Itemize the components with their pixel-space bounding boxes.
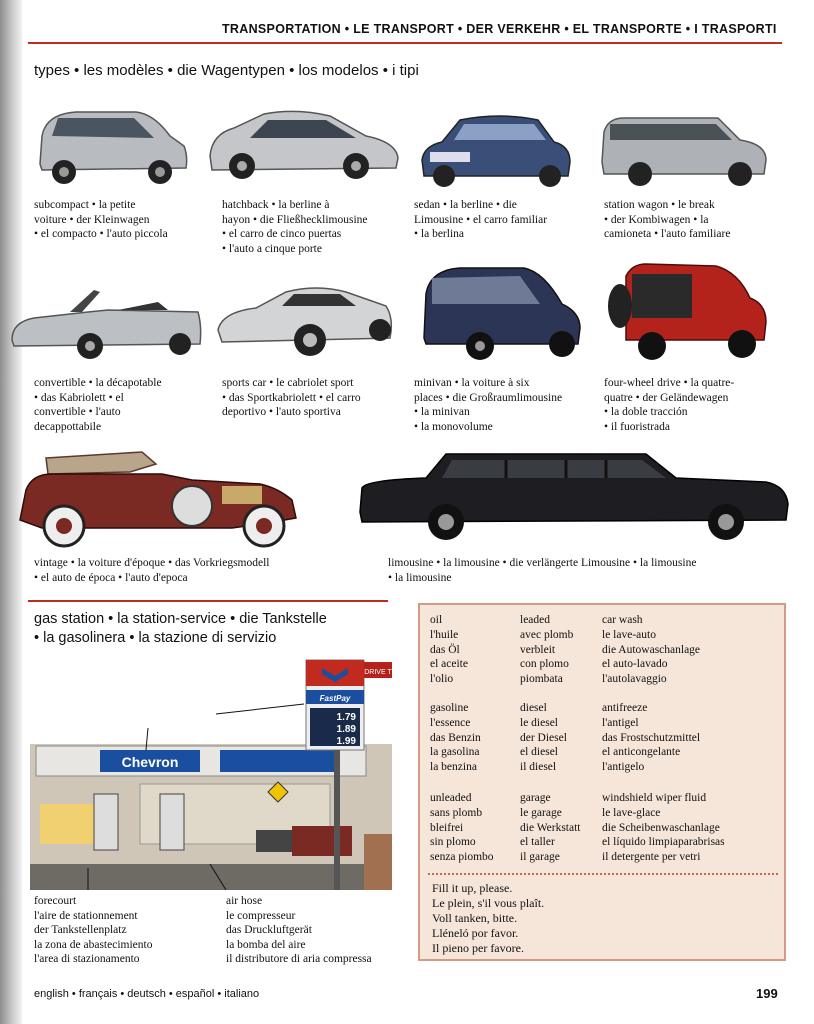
caption-minivan: minivan • la voiture à six places • die Großraumlimousine • la minivan • la monovolume <box>414 377 563 433</box>
station-wagon-illustration <box>600 110 770 188</box>
drive-thru-sign: DRIVE T <box>364 669 392 676</box>
page-header: TRANSPORTATION • LE TRANSPORT • DER VERKEHR • EL TRANSPORTE • I TRASPORTI <box>222 22 777 36</box>
caption-vintage: vintage • la voiture d'époque • das Vorkriegsmodell • el auto de época • l'auto d'epoca <box>34 557 270 584</box>
minivan-illustration <box>420 264 584 364</box>
price-value: 1.99 <box>336 736 356 747</box>
caption-convertible: convertible • la décapotable • das Kabriolett • el convertible • l'auto decappottabile <box>34 377 162 433</box>
vocab-garage: garage le garage die Werkstatt el taller il garage <box>520 792 581 864</box>
vocab-car-wash: car wash le lave-auto die Autowaschanlage el auto-lavado l'autolavaggio <box>602 614 701 686</box>
price-value: 1.89 <box>336 724 356 735</box>
gas-station-photo <box>30 654 392 890</box>
caption-hatchback: hatchback • la berline à hayon • die Fließhecklimousine • el carro de cinco puertas • l'auto a cinque porte <box>222 199 368 255</box>
price-value: 1.79 <box>336 712 356 723</box>
label-forecourt: forecourt l'aire de stationnement der Tankstellenplatz la zona de abastecimiento l'area di stazionamento <box>34 895 153 965</box>
vintage-car-illustration <box>12 450 302 550</box>
vocab-unleaded: unleaded sans plomb bleifrei sin plomo senza piombo <box>430 792 494 864</box>
gas-pump-unit <box>94 794 118 850</box>
page-number: 199 <box>756 986 778 1001</box>
gas-station-title: gas station • la station-service • die Tankstelle • la gasolinera • la stazione di servizio <box>34 611 327 646</box>
caption-limousine: limousine • la limousine • die verlängerte Limousine • la limousine • la limousine <box>388 557 697 584</box>
caption-sports-car: sports car • le cabriolet sport • das Sportkabriolett • el carro deportivo • l'auto sportiva <box>222 377 361 418</box>
vocab-antifreeze: antifreeze l'antigel das Frostschutzmittel el anticongelante l'antigelo <box>602 702 701 774</box>
dotted-divider <box>428 873 778 875</box>
vocab-diesel: diesel le diesel der Diesel el diesel il diesel <box>520 702 567 774</box>
header-rule <box>28 42 782 44</box>
four-wheel-drive-illustration <box>606 262 770 366</box>
caption-four-wheel-drive: four-wheel drive • la quatre- quatre • der Geländewagen • la doble tracción • il fuoristrada <box>604 377 735 433</box>
sports-car-illustration <box>216 282 396 362</box>
section-rule <box>28 600 388 602</box>
caption-station-wagon: station wagon • le break • der Kombiwagen • la camioneta • l'auto familiare <box>604 199 731 240</box>
fastpay-label: FastPay <box>319 694 351 703</box>
vocab-gasoline: gasoline l'essence das Benzin la gasolina la benzina <box>430 702 481 774</box>
phrases: Fill it up, please. Le plein, s'il vous plaît. Voll tanken, bitte. Lléneló por favor. Il pieno per favore. <box>432 881 545 955</box>
sedan-car-illustration <box>420 110 572 190</box>
vocabulary-panel <box>418 603 786 961</box>
hatchback-car-illustration <box>206 106 402 184</box>
vocab-windshield-fluid: windshield wiper fluid le lave-glace die Scheibenwaschanlage el líquido limpiaparabrisas il detergente per vetri <box>602 792 725 864</box>
caption-sedan: sedan • la berline • die Limousine • el carro familiar • la berlina <box>414 199 548 240</box>
subcompact-car-illustration <box>36 106 190 188</box>
vocab-oil: oil l'huile das Öl el aceite l'olio <box>430 614 468 686</box>
limousine-illustration <box>356 448 792 548</box>
label-air-hose: air hose le compresseur das Druckluftgerät la bomba del aire il distributore di aria compressa <box>226 895 372 965</box>
brand-name: Chevron <box>121 754 179 770</box>
vocab-leaded: leaded avec plomb verbleit con plomo piombata <box>520 614 574 686</box>
convertible-car-illustration <box>8 282 204 364</box>
chevron-logo-sign <box>306 660 364 686</box>
language-footer: english • français • deutsch • español • italiano <box>34 988 260 1000</box>
caption-subcompact: subcompact • la petite voiture • der Kleinwagen • el compacto • l'auto piccola <box>34 199 168 240</box>
section-subtitle: types • les modèles • die Wagentypen • los modelos • i tipi <box>34 62 419 79</box>
